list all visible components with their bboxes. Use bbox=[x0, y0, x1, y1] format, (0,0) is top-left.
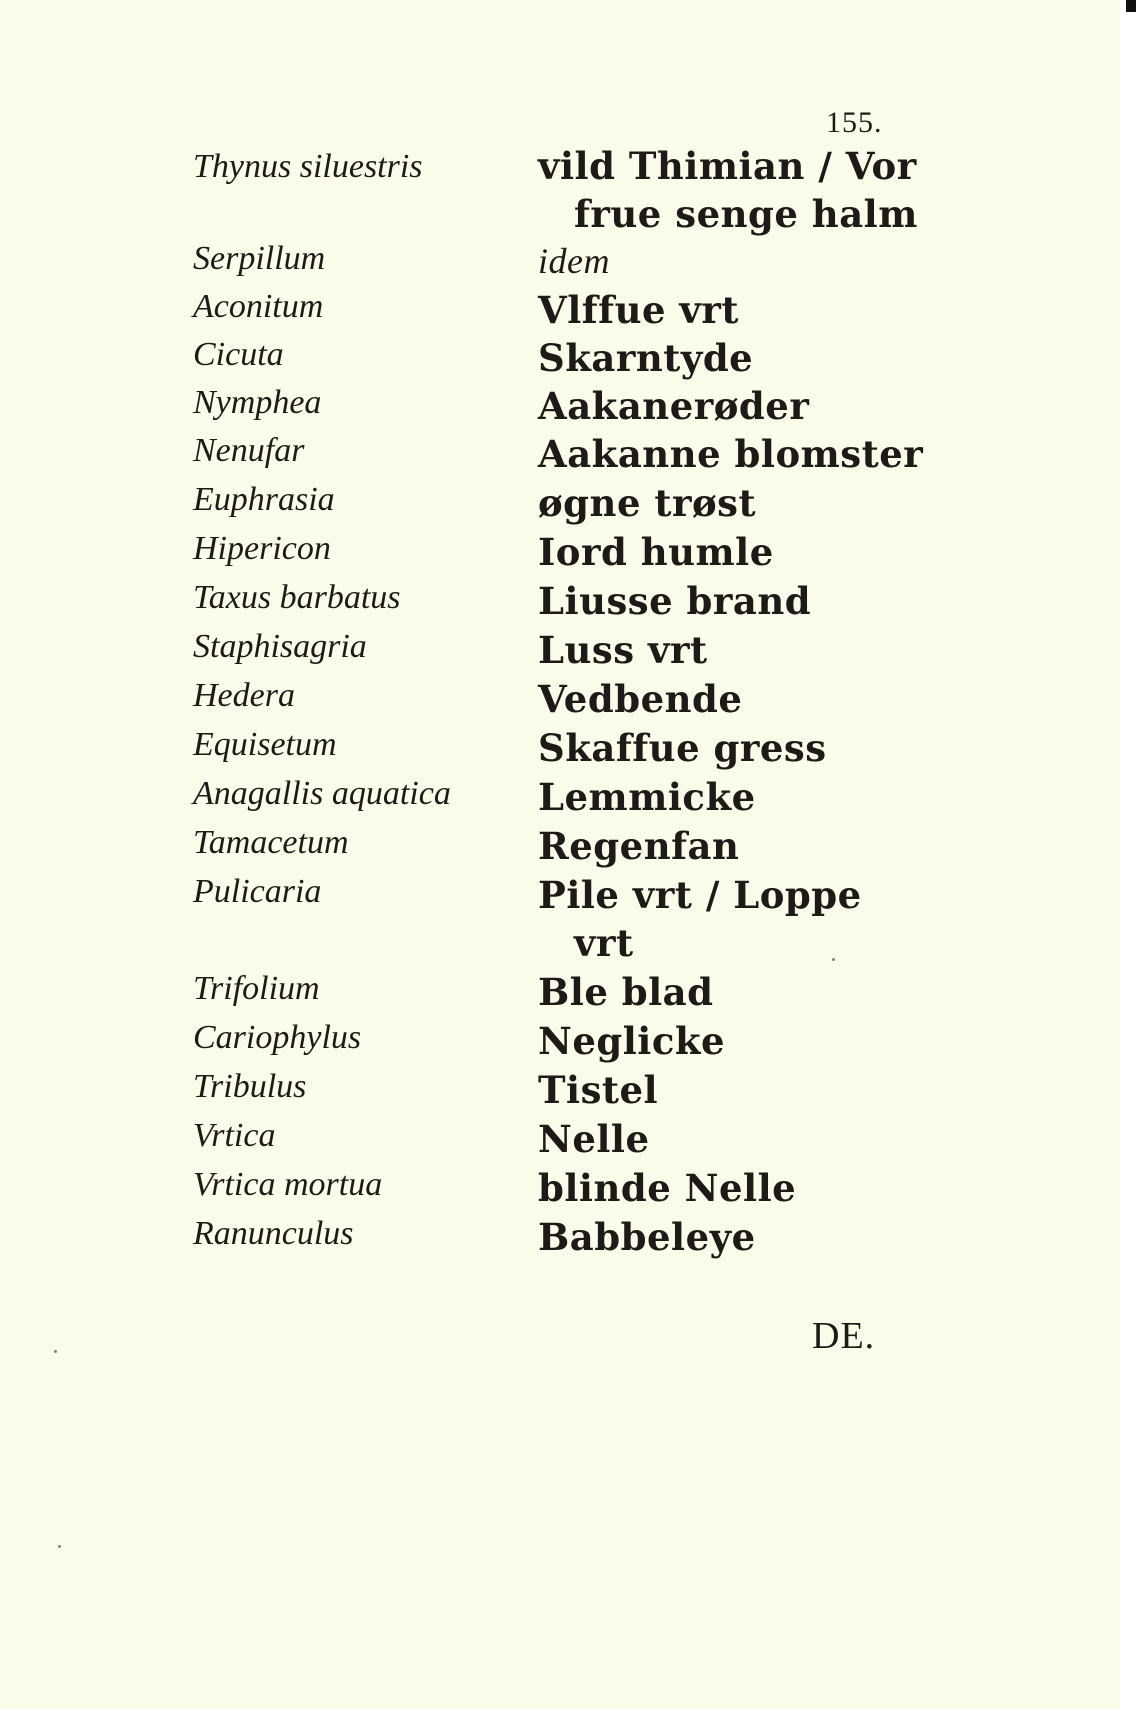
vernacular-term: Pile vrt / Loppe bbox=[538, 873, 862, 917]
vernacular-term-continued: vrt bbox=[574, 921, 634, 965]
vernacular-term: Aakanerøder bbox=[538, 384, 810, 428]
vernacular-term: Iord humle bbox=[538, 530, 774, 574]
latin-term: Thynus siluestris bbox=[193, 148, 423, 185]
latin-term: Serpillum bbox=[193, 240, 326, 277]
latin-term: Tribulus bbox=[193, 1068, 307, 1105]
paper-speck bbox=[54, 1350, 57, 1353]
latin-term: Pulicaria bbox=[193, 873, 322, 910]
latin-term: Vrtica bbox=[193, 1117, 276, 1154]
vernacular-term: idem bbox=[538, 241, 610, 281]
vernacular-term: Luss vrt bbox=[538, 628, 708, 672]
latin-term: Hedera bbox=[193, 677, 295, 714]
scan-edge bbox=[1120, 0, 1136, 1709]
vernacular-term: vild Thimian / Vor bbox=[538, 144, 917, 188]
scan-corner-mark bbox=[1126, 0, 1136, 12]
vernacular-term: Regenfan bbox=[538, 824, 740, 868]
latin-term: Taxus barbatus bbox=[193, 579, 401, 616]
vernacular-term: Babbeleye bbox=[538, 1215, 756, 1259]
latin-term: Aconitum bbox=[193, 288, 324, 325]
latin-term: Trifolium bbox=[193, 970, 320, 1007]
vernacular-term: Liusse brand bbox=[538, 579, 812, 623]
latin-term: Hipericon bbox=[193, 530, 331, 567]
catchword: DE. bbox=[812, 1315, 876, 1357]
latin-term: Anagallis aquatica bbox=[193, 775, 451, 812]
vernacular-term: Vedbende bbox=[538, 677, 743, 721]
latin-term: Tamacetum bbox=[193, 824, 349, 861]
latin-term: Cariophylus bbox=[193, 1019, 362, 1056]
latin-term: Euphrasia bbox=[193, 481, 335, 518]
vernacular-term: Lemmicke bbox=[538, 775, 756, 819]
latin-term: Staphisagria bbox=[193, 628, 367, 665]
vernacular-term: Aakanne blomster bbox=[538, 432, 924, 476]
latin-term: Nymphea bbox=[193, 384, 322, 421]
latin-term: Nenufar bbox=[193, 432, 305, 469]
vernacular-term: blinde Nelle bbox=[538, 1166, 797, 1210]
paper-speck bbox=[832, 958, 835, 961]
vernacular-term: Tistel bbox=[538, 1068, 659, 1112]
page-number: 155. bbox=[826, 106, 883, 139]
vernacular-term: Vlffue vrt bbox=[538, 288, 740, 332]
vernacular-term: Neglicke bbox=[538, 1019, 726, 1063]
vernacular-term: Skaffue gress bbox=[538, 726, 827, 770]
paper-speck bbox=[58, 1545, 61, 1548]
latin-term: Equisetum bbox=[193, 726, 337, 763]
latin-term: Cicuta bbox=[193, 336, 284, 373]
vernacular-term: Nelle bbox=[538, 1117, 650, 1161]
vernacular-term: Skarntyde bbox=[538, 336, 754, 380]
latin-term: Vrtica mortua bbox=[193, 1166, 383, 1203]
latin-term: Ranunculus bbox=[193, 1215, 354, 1252]
vernacular-term: øgne trøst bbox=[538, 481, 757, 525]
vernacular-term: Ble blad bbox=[538, 970, 714, 1014]
vernacular-term-continued: frue senge halm bbox=[574, 192, 918, 236]
